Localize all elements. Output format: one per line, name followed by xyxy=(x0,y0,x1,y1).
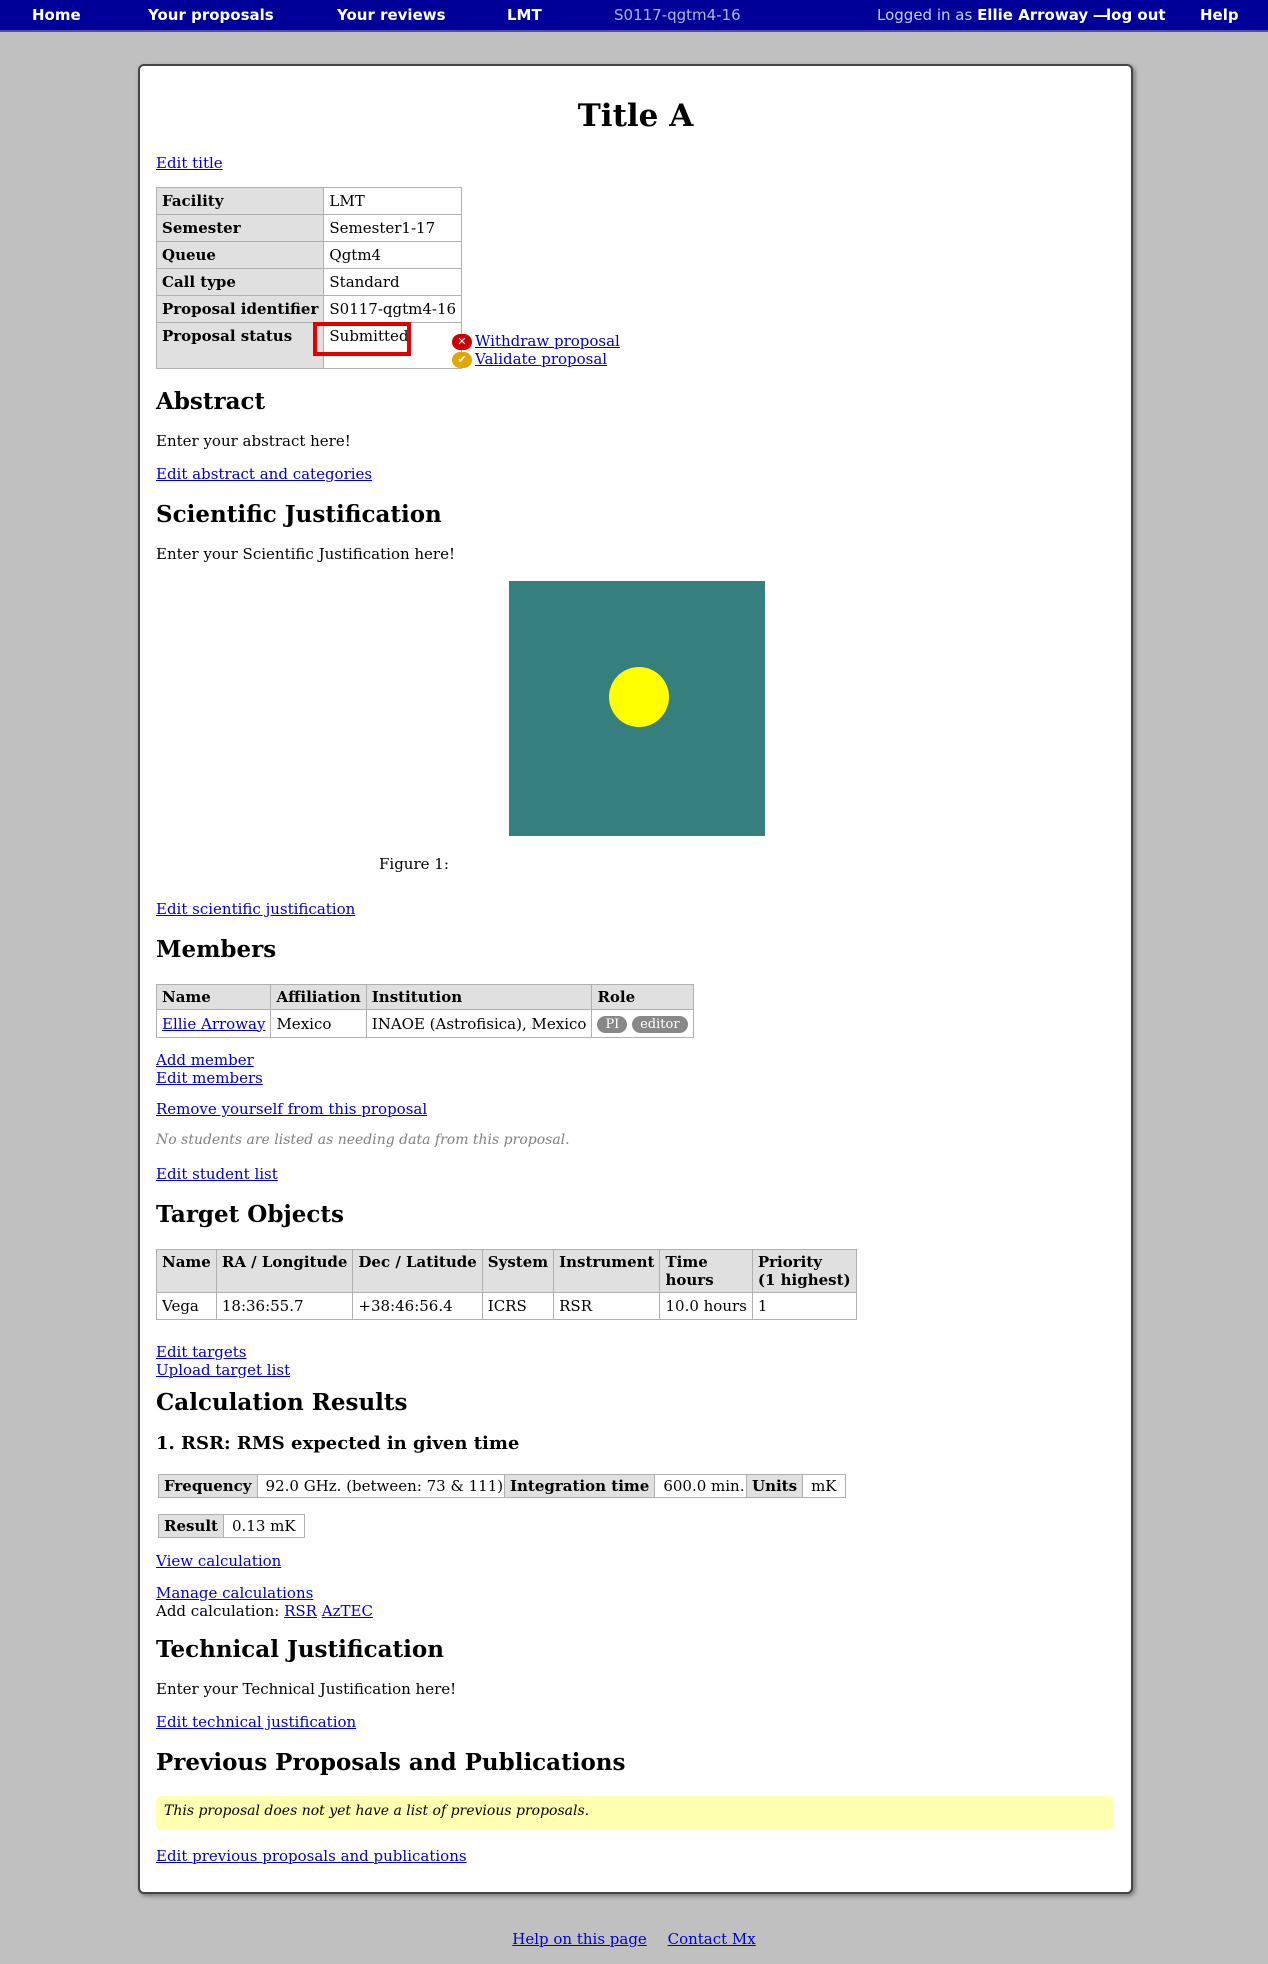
column-header: Dec / Latitude xyxy=(353,1250,482,1293)
column-header: Role xyxy=(592,985,693,1010)
students-note: No students are listed as needing data from this proposal. xyxy=(156,1132,570,1148)
contact-link[interactable]: Contact Mx xyxy=(667,1930,756,1948)
edit-science-link[interactable]: Edit scientific justification xyxy=(156,900,356,918)
column-header-line: (1 highest) xyxy=(757,1271,851,1289)
login-status xyxy=(877,6,1108,24)
previous-heading: Previous Proposals and Publications xyxy=(156,1749,626,1776)
edit-student-list-link[interactable]: Edit student list xyxy=(156,1165,278,1183)
role-badge-pi: PI xyxy=(597,1016,627,1033)
info-value: Standard xyxy=(324,269,462,296)
footer xyxy=(0,1930,1268,1948)
validate-proposal-link[interactable]: Validate proposal xyxy=(475,350,608,368)
info-label: Call type xyxy=(157,269,324,296)
help-on-page-link[interactable]: Help on this page xyxy=(512,1930,647,1948)
table-row xyxy=(157,1010,694,1038)
target-priority: 1 xyxy=(752,1293,856,1320)
figure-caption: Figure 1: xyxy=(379,855,449,873)
view-calculation-link[interactable]: View calculation xyxy=(156,1552,282,1570)
target-instrument: RSR xyxy=(554,1293,660,1320)
target-ra: 18:36:55.7 xyxy=(216,1293,353,1320)
column-header: Name xyxy=(157,1250,217,1293)
column-header-line: Priority xyxy=(757,1253,823,1271)
target-name: Vega xyxy=(157,1293,217,1320)
edit-members-link[interactable]: Edit members xyxy=(156,1069,263,1087)
member-institution: INAOE (Astrofisica), Mexico xyxy=(366,1010,592,1038)
target-dec: +38:46:56.4 xyxy=(353,1293,482,1320)
status-highlight-box xyxy=(313,322,411,356)
technical-text: Enter your Technical Justification here! xyxy=(156,1680,457,1698)
info-value: Semester1-17 xyxy=(324,215,462,242)
members-table xyxy=(156,984,694,1038)
figure-1-image xyxy=(509,581,765,836)
member-affiliation: Mexico xyxy=(271,1010,366,1038)
units-field xyxy=(746,1474,846,1498)
abstract-text: Enter your abstract here! xyxy=(156,432,351,450)
column-header-line: Time xyxy=(665,1253,708,1271)
edit-abstract-link[interactable]: Edit abstract and categories xyxy=(156,465,373,483)
edit-title-link[interactable]: Edit title xyxy=(156,154,223,172)
proposal-title: Title A xyxy=(577,98,694,134)
info-value: S0117-qgtm4-16 xyxy=(324,296,462,323)
nav-home[interactable]: Home xyxy=(32,6,81,24)
add-rsr-calculation-link[interactable]: RSR xyxy=(284,1602,317,1620)
login-separator: — xyxy=(1092,6,1108,24)
remove-self-link[interactable]: Remove yourself from this proposal xyxy=(156,1100,428,1118)
column-header-priority xyxy=(752,1250,856,1293)
nav-your-proposals[interactable]: Your proposals xyxy=(148,6,274,24)
nav-facility[interactable]: LMT xyxy=(507,6,542,24)
info-value: LMT xyxy=(324,188,462,215)
close-icon: ✕ xyxy=(452,334,472,350)
abstract-heading: Abstract xyxy=(156,388,266,415)
target-system: ICRS xyxy=(482,1293,553,1320)
edit-previous-link[interactable]: Edit previous proposals and publications xyxy=(156,1847,467,1865)
proposal-status-value: Submitted xyxy=(324,323,462,369)
frequency-value: 92.0 GHz. (between: 73 & 111) xyxy=(265,1477,504,1495)
info-label: Proposal status xyxy=(157,323,324,369)
nav-current-proposal: S0117-qgtm4-16 xyxy=(614,6,741,24)
integration-time-field xyxy=(504,1474,753,1498)
proposal-info-table xyxy=(156,187,462,369)
edit-targets-link[interactable]: Edit targets xyxy=(156,1343,247,1361)
column-header: Affiliation xyxy=(271,985,366,1010)
info-value: Qgtm4 xyxy=(324,242,462,269)
edit-technical-link[interactable]: Edit technical justification xyxy=(156,1713,357,1731)
figure-svg xyxy=(509,581,765,836)
integration-time-value: 600.0 min. xyxy=(663,1477,745,1495)
table-row xyxy=(157,1293,857,1320)
column-header: System xyxy=(482,1250,553,1293)
result-value: 0.13 mK xyxy=(232,1517,296,1535)
nav-your-reviews[interactable]: Your reviews xyxy=(337,6,446,24)
column-header-line: hours xyxy=(665,1271,714,1289)
targets-heading: Target Objects xyxy=(156,1201,344,1228)
top-navigation-bar xyxy=(0,0,1268,32)
frequency-label: Frequency xyxy=(159,1475,258,1497)
info-label: Semester xyxy=(157,215,324,242)
upload-target-list-link[interactable]: Upload target list xyxy=(156,1361,291,1379)
role-badge-editor: editor xyxy=(632,1016,687,1033)
withdraw-action xyxy=(452,332,620,350)
info-label: Facility xyxy=(157,188,324,215)
nav-log-out[interactable]: log out xyxy=(1106,6,1166,24)
units-value: mK xyxy=(811,1477,837,1495)
column-header: Instrument xyxy=(554,1250,660,1293)
science-text: Enter your Scientific Justification here! xyxy=(156,545,456,563)
calc-subheading: 1. RSR: RMS expected in given time xyxy=(156,1433,520,1454)
add-calculation-row xyxy=(156,1602,373,1620)
withdraw-proposal-link[interactable]: Withdraw proposal xyxy=(475,332,620,350)
column-header-time xyxy=(660,1250,752,1293)
members-heading: Members xyxy=(156,936,277,963)
member-name-link[interactable]: Ellie Arroway xyxy=(162,1014,266,1033)
column-header: RA / Longitude xyxy=(216,1250,353,1293)
column-header: Name xyxy=(157,985,271,1010)
info-label: Queue xyxy=(157,242,324,269)
column-header: Institution xyxy=(366,985,592,1010)
target-time: 10.0 hours xyxy=(660,1293,752,1320)
calc-heading: Calculation Results xyxy=(156,1389,408,1416)
manage-calculations-link[interactable]: Manage calculations xyxy=(156,1584,314,1602)
info-label: Proposal identifier xyxy=(157,296,324,323)
nav-help[interactable]: Help xyxy=(1200,6,1239,24)
validate-action xyxy=(452,350,607,368)
figure-yellow-circle xyxy=(609,667,669,727)
science-heading: Scientific Justification xyxy=(156,501,442,528)
add-calculation-label: Add calculation: xyxy=(156,1602,280,1620)
result-field xyxy=(158,1514,305,1538)
units-label: Units xyxy=(747,1475,803,1497)
technical-heading: Technical Justification xyxy=(156,1636,444,1663)
targets-table xyxy=(156,1249,857,1320)
member-roles xyxy=(592,1010,693,1038)
add-aztec-calculation-link[interactable]: AzTEC xyxy=(321,1602,373,1620)
result-label: Result xyxy=(159,1515,224,1537)
logged-in-user: Ellie Arroway xyxy=(977,6,1089,24)
integration-time-label: Integration time xyxy=(505,1475,655,1497)
login-prefix: Logged in as xyxy=(877,6,973,24)
checkmark-icon: ✔ xyxy=(452,352,472,368)
add-member-link[interactable]: Add member xyxy=(156,1051,254,1069)
previous-proposals-note: This proposal does not yet have a list of previous proposals. xyxy=(156,1796,1114,1830)
frequency-field xyxy=(158,1474,512,1498)
proposal-panel xyxy=(138,64,1133,1894)
